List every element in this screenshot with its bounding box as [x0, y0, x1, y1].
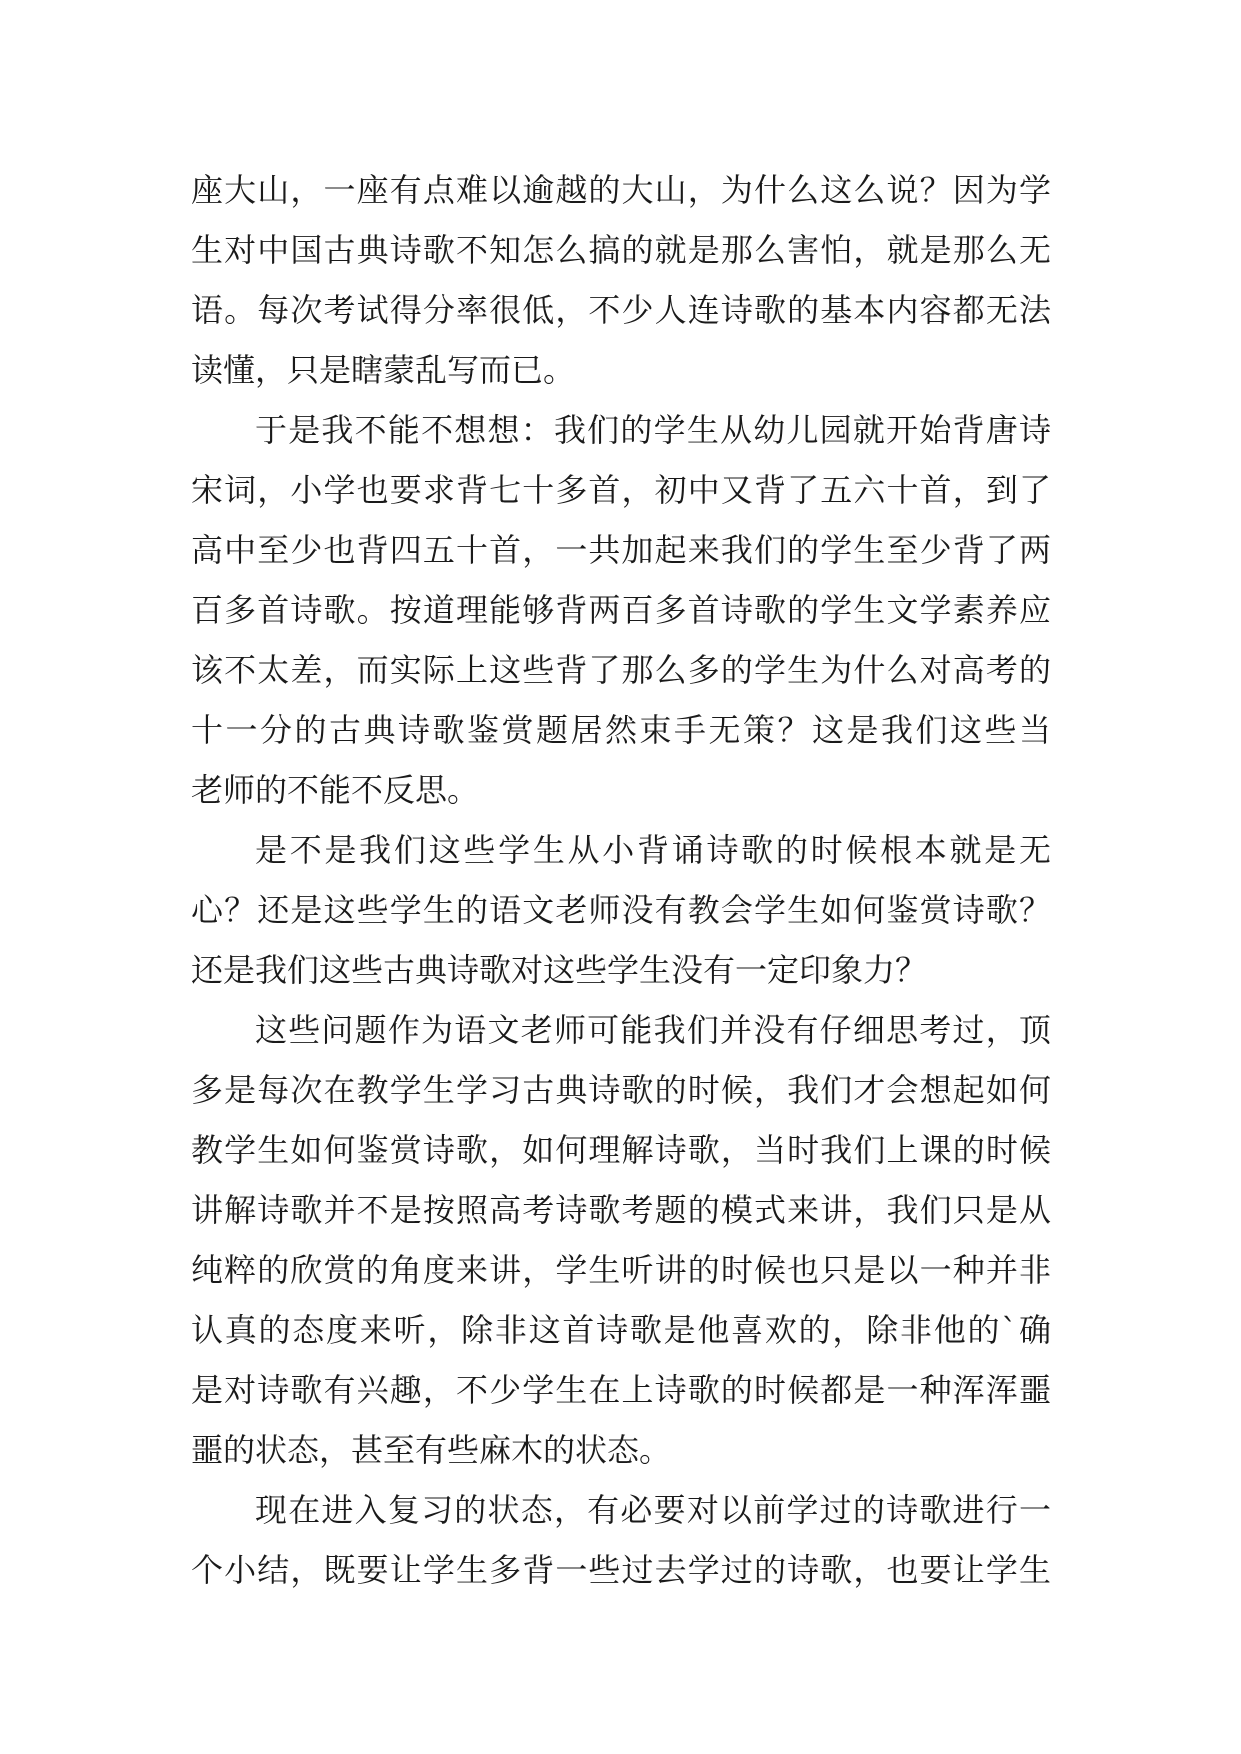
text-line: 纯粹的欣赏的角度来讲，学生听讲的时候也只是以一种并非 [191, 1251, 1051, 1289]
text-line: 宋词，小学也要求背七十多首，初中又背了五六十首，到了 [191, 471, 1051, 509]
paragraph-5 [191, 1480, 1051, 1600]
paragraph-1 [191, 160, 1051, 400]
text-line: 个小结，既要让学生多背一些过去学过的诗歌，也要让学生 [191, 1551, 1051, 1589]
text-line: 该不太差，而实际上这些背了那么多的学生为什么对高考的 [191, 651, 1051, 689]
paragraph-4 [191, 1000, 1051, 1480]
text-line: 还是我们这些古典诗歌对这些学生没有一定印象力？ [191, 951, 928, 989]
text-line: 这些问题作为语文老师可能我们并没有仔细思考过，顶 [255, 1011, 1051, 1049]
text-line: 是对诗歌有兴趣，不少学生在上诗歌的时候都是一种浑浑噩 [191, 1371, 1051, 1409]
text-line: 多是每次在教学生学习古典诗歌的时候，我们才会想起如何 [191, 1071, 1051, 1109]
text-line: 于是我不能不想想：我们的学生从幼儿园就开始背唐诗 [255, 411, 1051, 449]
paragraph-3 [191, 820, 1051, 1000]
text-line: 噩的状态，甚至有些麻木的状态。 [191, 1431, 672, 1469]
text-line: 百多首诗歌。按道理能够背两百多首诗歌的学生文学素养应 [191, 591, 1051, 629]
text-line: 心？还是这些学生的语文老师没有教会学生如何鉴赏诗歌？ [191, 891, 1051, 929]
text-line: 十一分的古典诗歌鉴赏题居然束手无策？这是我们这些当 [191, 711, 1051, 749]
text-line: 读懂，只是瞎蒙乱写而已。 [191, 351, 576, 389]
text-line: 教学生如何鉴赏诗歌，如何理解诗歌，当时我们上课的时候 [191, 1131, 1051, 1169]
text-line: 语。每次考试得分率很低，不少人连诗歌的基本内容都无法 [191, 291, 1051, 329]
text-line: 是不是我们这些学生从小背诵诗歌的时候根本就是无 [255, 831, 1051, 869]
paragraph-2 [191, 400, 1051, 820]
text-line: 现在进入复习的状态，有必要对以前学过的诗歌进行一 [255, 1491, 1051, 1529]
text-line: 座大山，一座有点难以逾越的大山，为什么这么说？因为学 [191, 171, 1051, 209]
body-text [191, 160, 1051, 1600]
text-line: 认真的态度来听，除非这首诗歌是他喜欢的，除非他的`确 [191, 1311, 1051, 1349]
text-line: 老师的不能不反思。 [191, 771, 480, 809]
text-line: 高中至少也背四五十首，一共加起来我们的学生至少背了两 [191, 531, 1051, 569]
text-line: 生对中国古典诗歌不知怎么搞的就是那么害怕，就是那么无 [191, 231, 1051, 269]
text-line: 讲解诗歌并不是按照高考诗歌考题的模式来讲，我们只是从 [191, 1191, 1051, 1229]
